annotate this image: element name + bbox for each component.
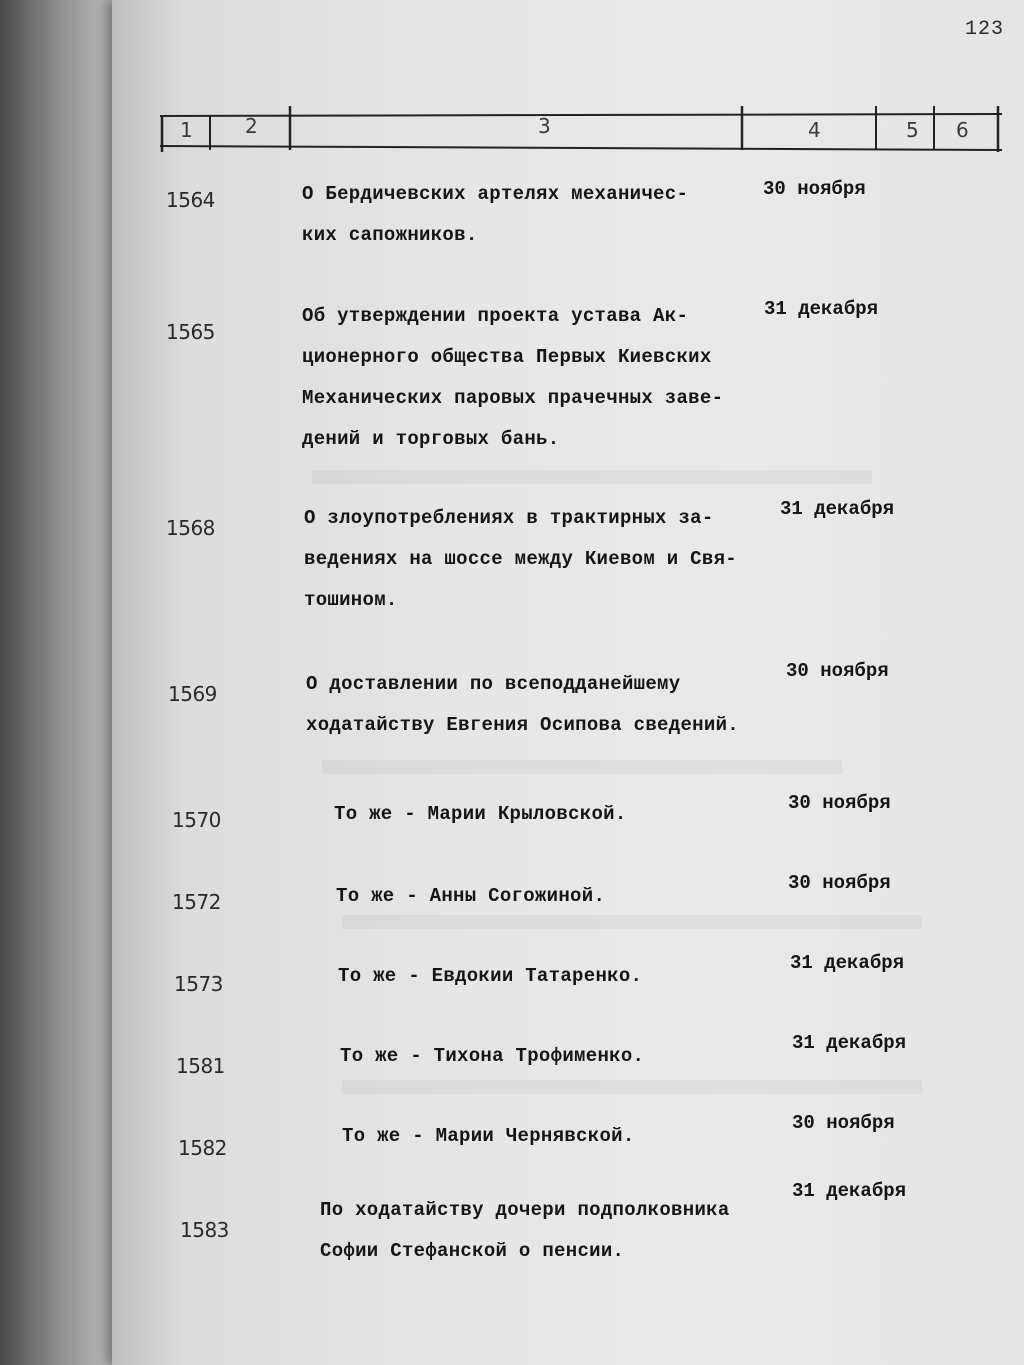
record-number: 1572	[172, 890, 221, 914]
record-number: 1581	[176, 1054, 225, 1078]
bleed-through-texture	[342, 1080, 922, 1094]
header-rule-lines	[160, 106, 1002, 158]
column-number-5: 5	[906, 118, 919, 142]
record-number: 1582	[178, 1136, 227, 1160]
record-number: 1583	[180, 1218, 229, 1242]
page-number: 123	[964, 18, 1004, 41]
record-date: 31 декабря	[764, 298, 879, 320]
record-date: 30 ноября	[763, 178, 866, 200]
record-number: 1568	[166, 516, 215, 540]
record-number: 1565	[166, 320, 215, 344]
record-number: 1564	[166, 188, 215, 212]
table-column-header	[160, 106, 1002, 158]
record-number: 1573	[174, 972, 223, 996]
record-date: 31 декабря	[792, 1180, 907, 1202]
bleed-through-texture	[342, 915, 922, 929]
bleed-through-texture	[312, 470, 872, 484]
record-date: 30 ноября	[788, 792, 891, 814]
record-title: О злоупотреблениях в трактирных за- ведениях на шоссе между Киевом и Свя- тошином.	[304, 507, 737, 611]
column-number-3: 3	[538, 114, 551, 138]
record-date: 30 ноября	[788, 872, 891, 894]
record-number: 1569	[168, 682, 217, 706]
record-date: 30 ноября	[786, 660, 889, 682]
column-number-1: 1	[180, 118, 193, 142]
record-title: О Бердичевских артелях механичес- ких сапожников.	[302, 183, 689, 246]
record-title: То же - Евдокии Татаренко.	[338, 965, 643, 987]
column-number-6: 6	[956, 118, 969, 142]
column-number-4: 4	[808, 118, 821, 142]
record-date: 30 ноября	[792, 1112, 895, 1134]
record-title: То же - Марии Крыловской.	[334, 803, 627, 825]
record-date: 31 декабря	[790, 952, 905, 974]
record-date: 31 декабря	[792, 1032, 907, 1054]
record-title: То же - Марии Чернявской.	[342, 1125, 635, 1147]
record-title: О доставлении по всеподданейшему ходатайству Евгения Осипова сведений.	[306, 673, 739, 736]
record-number: 1570	[172, 808, 221, 832]
record-title: То же - Тихона Трофименко.	[340, 1045, 645, 1067]
record-title: Об утверждении проекта устава Ак- ционерного общества Первых Киевских Механических паровых прачечных заве- дений и торговых бань.	[302, 305, 724, 450]
record-title: По ходатайству дочери подполковника Софии Стефанской о пенсии.	[320, 1199, 730, 1262]
bleed-through-texture	[322, 760, 842, 774]
record-date: 31 декабря	[780, 498, 895, 520]
book-spine	[0, 0, 130, 1365]
record-title: То же - Анны Согожиной.	[336, 885, 606, 907]
column-number-2: 2	[245, 114, 258, 138]
